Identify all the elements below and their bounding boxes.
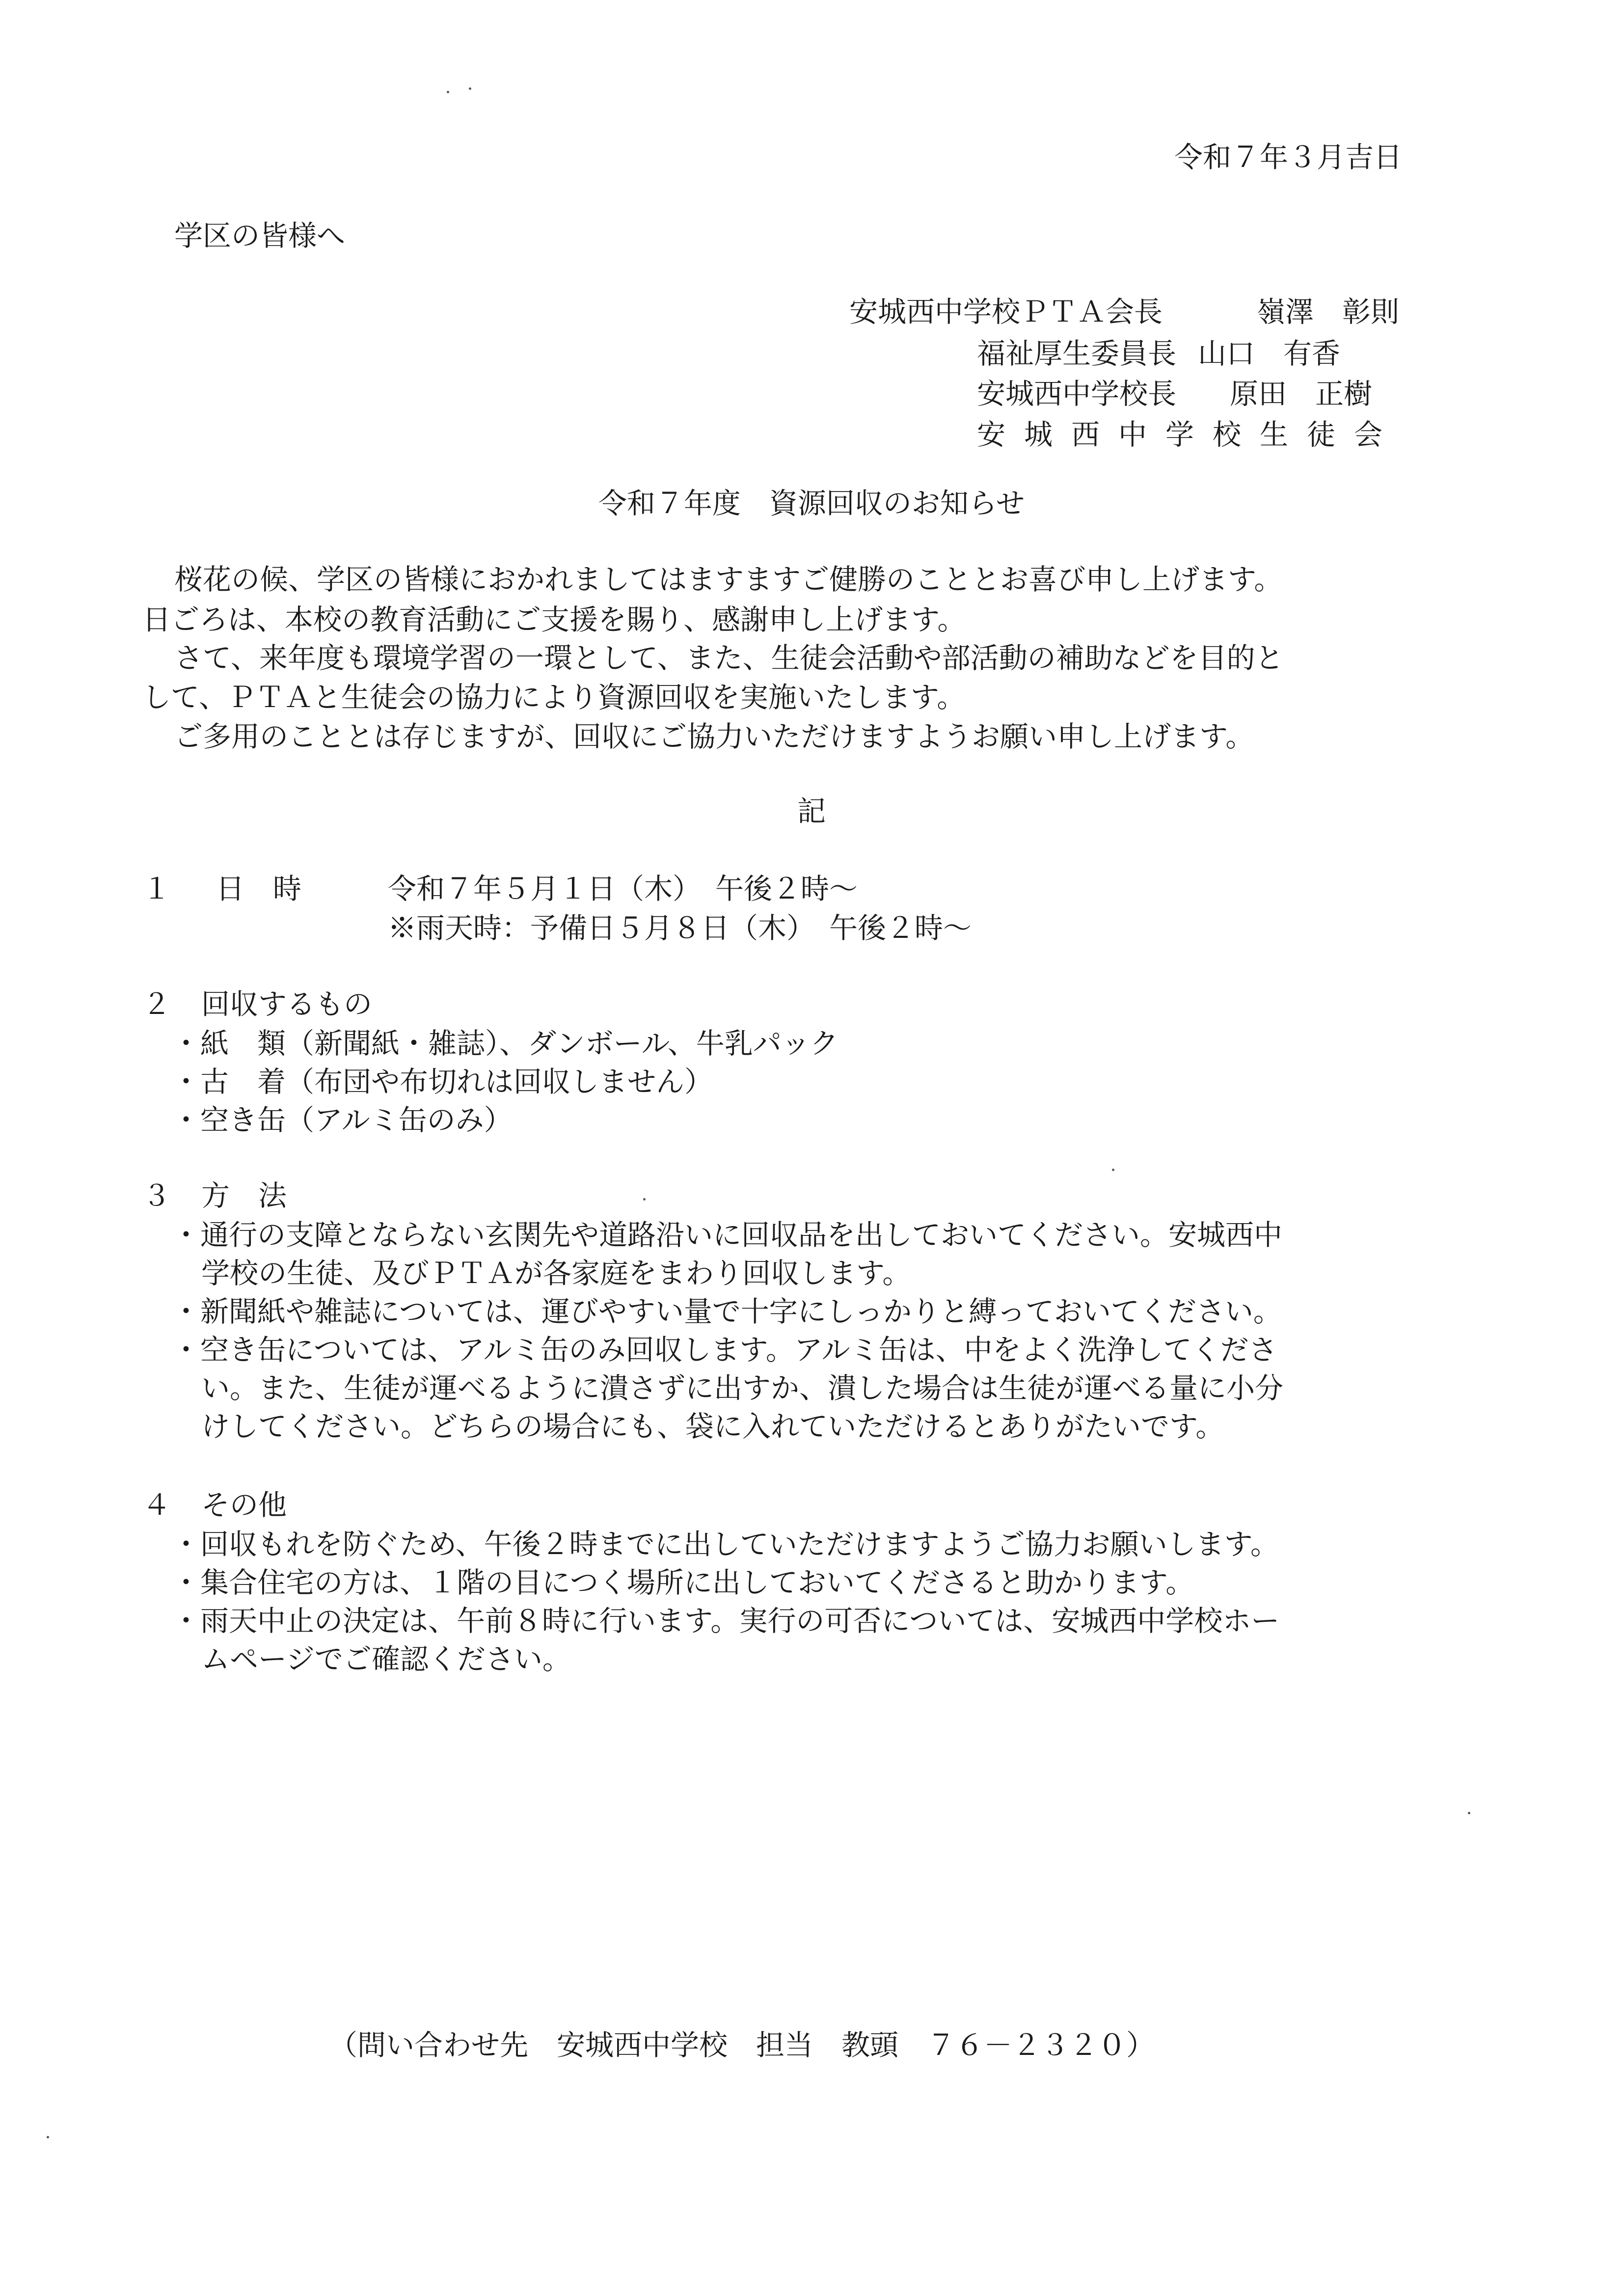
ki-marker: 記 — [797, 794, 826, 828]
sender-welfare-title: 福祉厚生委員長 — [977, 337, 1177, 370]
section-2-item-cans: ・空き缶（アルミ缶のみ） — [172, 1103, 513, 1137]
section-2-item-clothes: ・古 着（布団や布切れは回収しません） — [172, 1065, 713, 1098]
scan-speck — [1112, 1169, 1114, 1171]
sender-pta-title: 安城西中学校ＰＴＡ会長 — [849, 295, 1163, 328]
scan-speck — [447, 91, 449, 93]
body-line-2: 日ごろは、本校の教育活動にご支援を賜り、感謝申し上げます。 — [142, 603, 966, 636]
scan-speck — [47, 2136, 49, 2138]
scan-speck — [643, 1198, 646, 1201]
body-line-1: 桜花の候、学区の皆様におかれましてはますますご健勝のこととお喜び申し上げます。 — [174, 563, 1283, 596]
section-3-line-2: 学校の生徒、及びＰＴＡが各家庭をまわり回収します。 — [201, 1257, 911, 1290]
section-4-heading: その他 — [201, 1488, 287, 1522]
document-date: 令和７年３月吉日 — [1174, 140, 1402, 174]
scan-speck — [1468, 1812, 1470, 1814]
section-3-line-3: ・新聞紙や雑誌については、運びやすい量で十字にしっかりと縛っておいてください。 — [172, 1295, 1282, 1328]
section-3-line-1: ・通行の支障とならない玄関先や道路沿いに回収品を出しておいてください。安城西中 — [172, 1218, 1283, 1252]
document-title: 令和７年度 資源回収のお知らせ — [598, 487, 1025, 520]
section-1-number: １ — [142, 872, 171, 905]
sender-pta-name: 嶺澤 彰則 — [1257, 295, 1400, 328]
section-4-line-1: ・回収もれを防ぐため、午後２時までに出していただけますようご協力お願いします。 — [172, 1528, 1279, 1561]
addressee: 学区の皆様へ — [174, 219, 346, 252]
section-2-number: ２ — [142, 987, 171, 1021]
section-4-line-3: ・雨天中止の決定は、午前８時に行います。実行の可否については、安城西中学校ホー — [172, 1604, 1280, 1638]
sender-student-council: 安城西中学校生徒会 — [977, 418, 1402, 451]
sender-principal-title: 安城西中学校長 — [977, 377, 1177, 410]
sender-principal-name: 原田 正樹 — [1230, 377, 1373, 410]
section-1-heading: 日 時 — [216, 872, 302, 905]
section-2-item-paper: ・紙 類（新聞紙・雑誌）、ダンボール、牛乳パック — [172, 1027, 839, 1060]
contact-info: （問い合わせ先 安城西中学校 担当 教頭 ７６－２３２０） — [329, 2028, 1155, 2062]
sender-welfare-name: 山口 有香 — [1198, 337, 1341, 370]
section-3-heading: 方 法 — [201, 1179, 287, 1212]
section-1-datetime: 令和７年５月１日（木） 午後２時～ — [388, 872, 858, 905]
section-3-number: ３ — [142, 1179, 171, 1212]
body-line-5: ご多用のこととは存じますが、回収にご協力いただけますようお願い申し上げます。 — [174, 720, 1254, 753]
body-line-4: して、ＰＴＡと生徒会の協力により資源回収を実施いたします。 — [142, 681, 966, 714]
section-3-line-6: けしてください。どちらの場合にも、袋に入れていただけるとありがたいです。 — [201, 1410, 1224, 1443]
section-3-line-4: ・空き缶については、アルミ缶のみ回収します。アルミ缶は、中をよく洗浄してくださ — [172, 1333, 1277, 1367]
section-1-rain-date: ※雨天時：予備日５月８日（木） 午後２時～ — [388, 911, 972, 945]
section-4-number: ４ — [142, 1488, 171, 1522]
section-2-heading: 回収するもの — [201, 987, 373, 1021]
body-line-3: さて、来年度も環境学習の一環として、また、生徒会活動や部活動の補助などを目的と — [174, 641, 1284, 675]
section-4-line-4: ムページでご確認ください。 — [201, 1642, 571, 1676]
scan-speck — [469, 87, 471, 90]
section-4-line-2: ・集合住宅の方は、１階の目につく場所に出しておいてくださると助かります。 — [172, 1566, 1194, 1599]
section-3-line-5: い。また、生徒が運べるように潰さずに出すか、潰した場合は生徒が運べる量に小分 — [201, 1371, 1284, 1405]
